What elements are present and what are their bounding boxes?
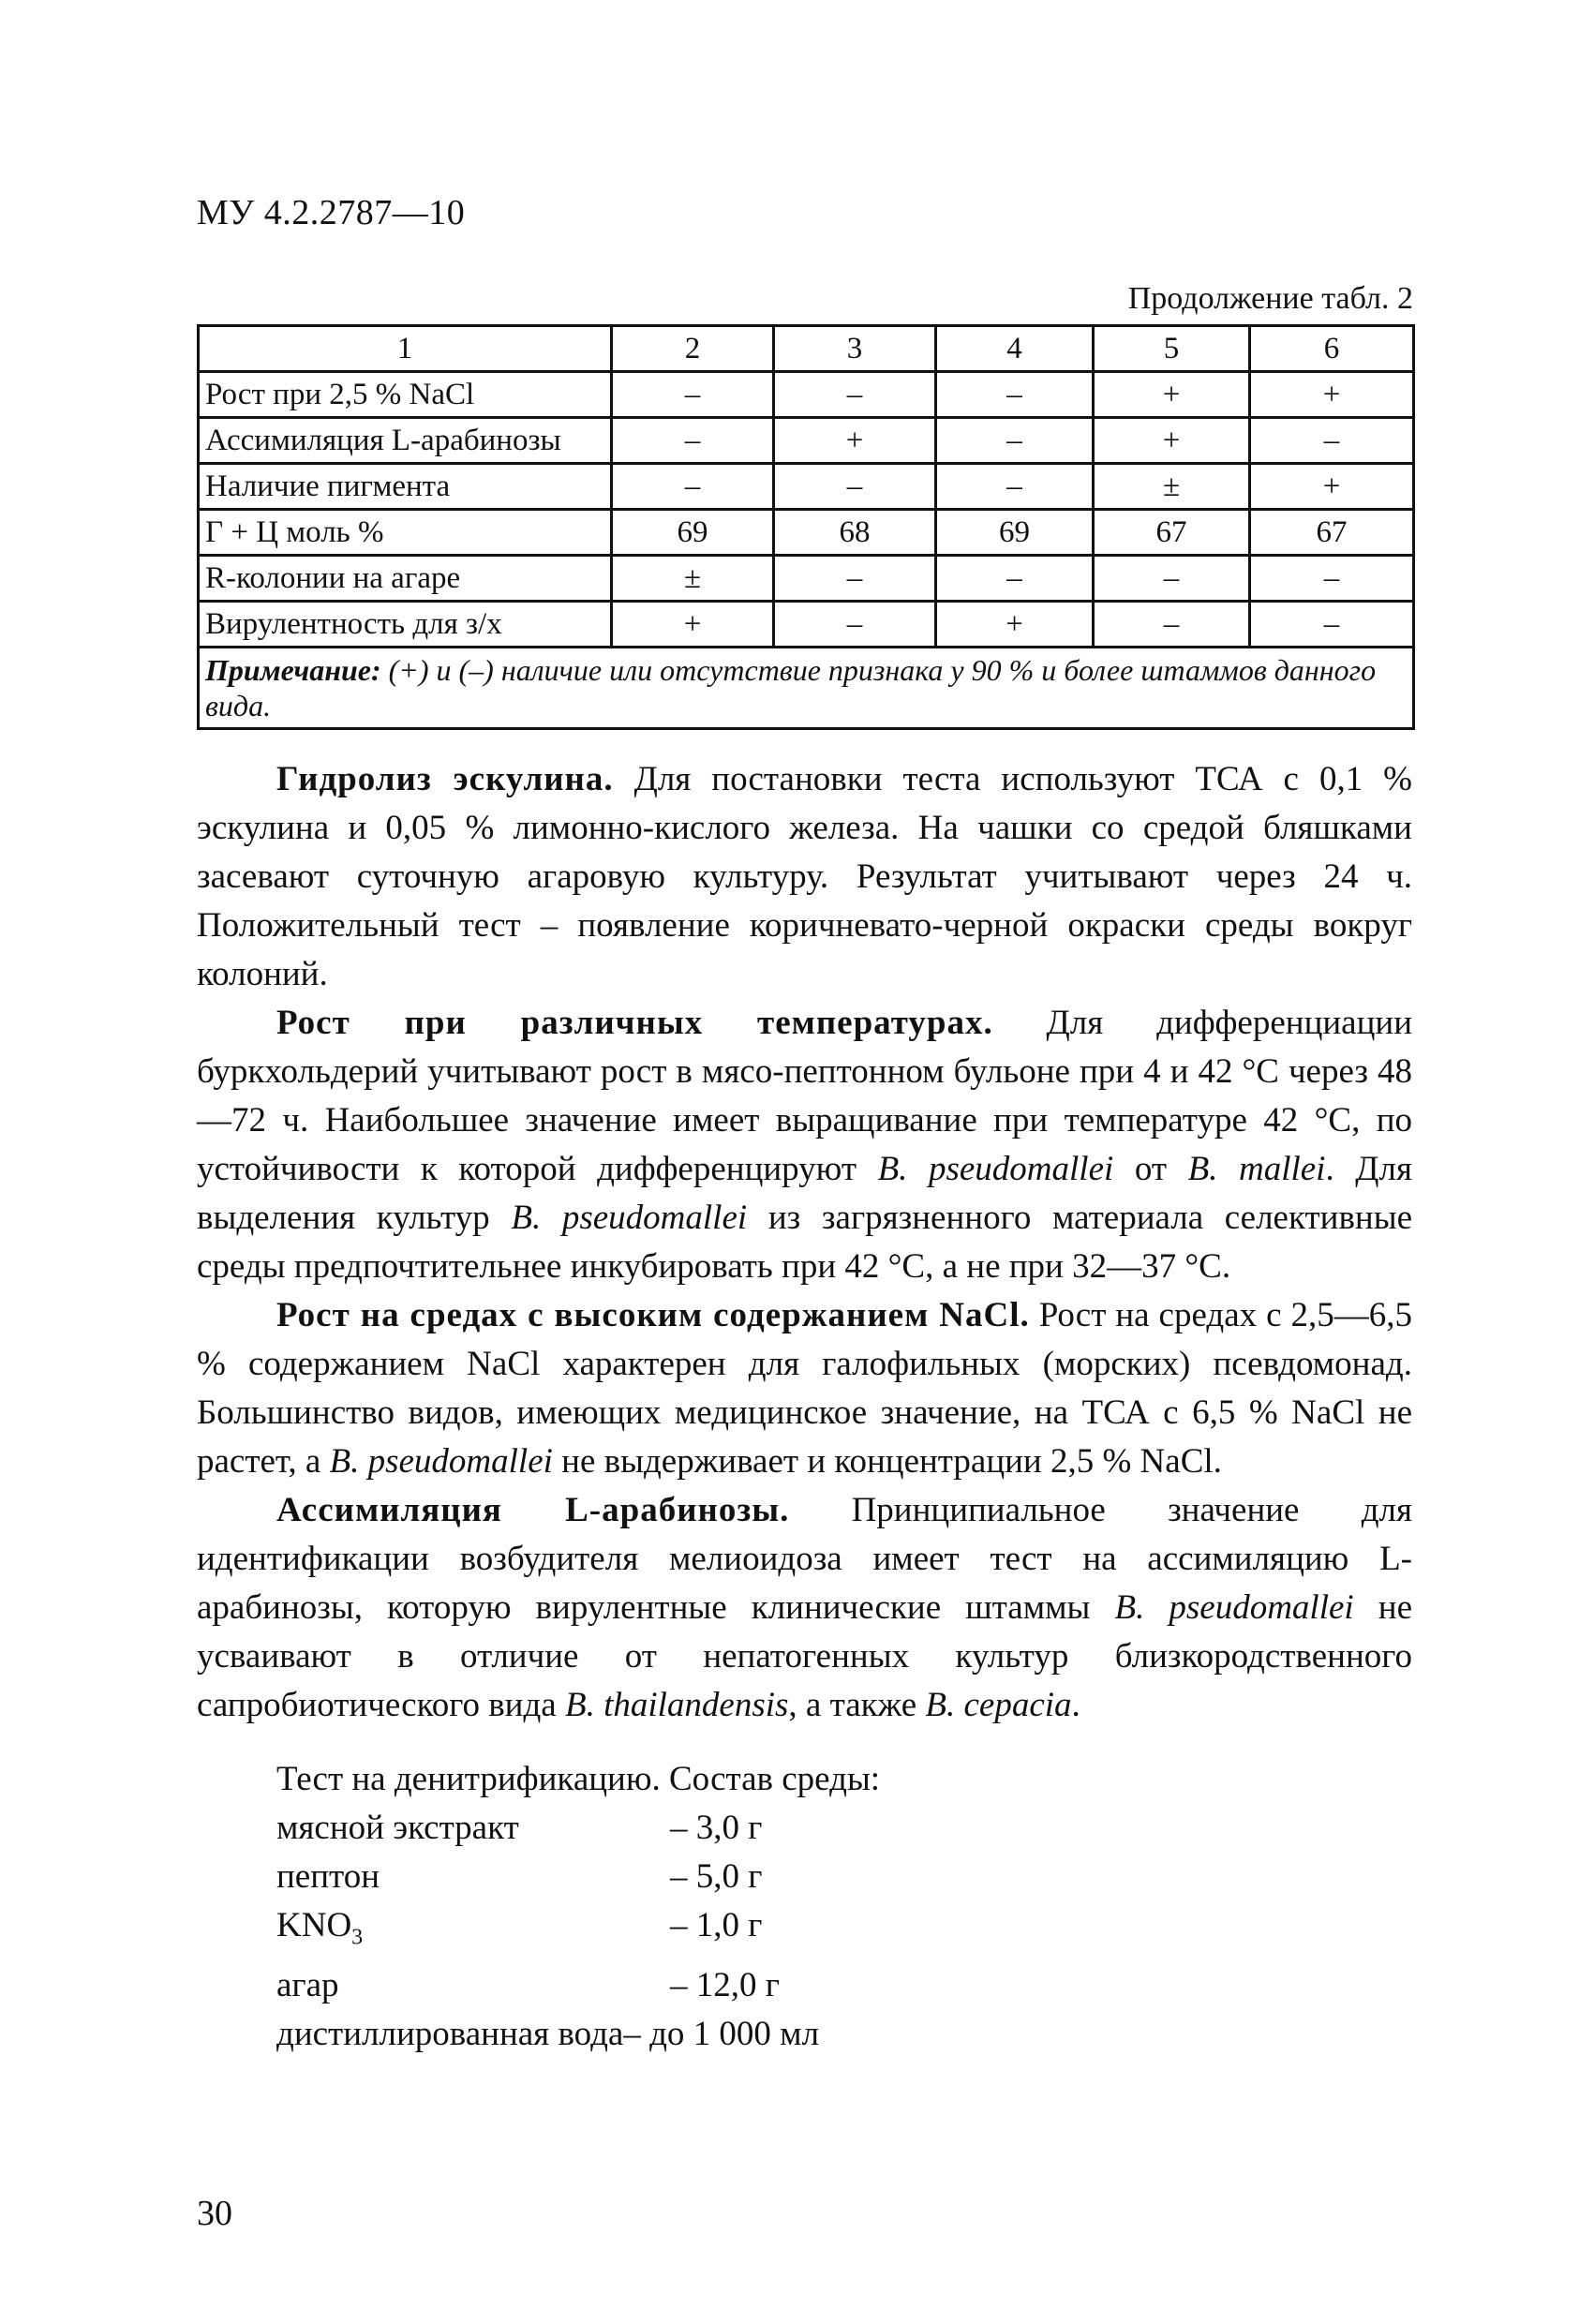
paragraph-text: из загрязненного материала селективные среды предпочтительнее инкубировать при 42 °С, а не при 32—37 °С. — [197, 1199, 1412, 1286]
table-cell: + — [774, 418, 936, 464]
table-row — [199, 418, 1414, 464]
table-cell: 69 — [936, 510, 1094, 556]
ingredient-label: пептон — [276, 1857, 380, 1896]
composition-item — [276, 1853, 880, 1901]
table-row — [199, 372, 1414, 418]
table-cell: ± — [1094, 464, 1250, 510]
paragraph-heading: Рост на средах с высоким содержанием NaCl. — [276, 1296, 1030, 1334]
ingredient-amount: – до 1 000 мл — [623, 2015, 820, 2054]
paragraph-text: , а также — [788, 1686, 926, 1724]
table-note — [199, 648, 1414, 729]
table-cell: – — [1250, 418, 1414, 464]
paragraph-text: Для дифференциации буркхольдерий учитывают рост в мясо-пептонном бульоне при 4 и 42 °С через 48—72 ч. Наибольшее значение имеет выращивание при температуре 42 °С, по устойчивости к которой дифференцируют — [197, 1004, 1413, 1188]
paragraph-text: не усваивают в отличие от непатогенных культур близкородственного сапробиотического вида — [197, 1588, 1412, 1724]
ingredient-label: дистиллированная вода — [276, 2015, 624, 2054]
ingredient-subscript: 3 — [351, 1925, 364, 1950]
table-cell: – — [612, 372, 774, 418]
composition-item — [276, 1901, 880, 1961]
composition-item — [276, 2010, 880, 2059]
paragraph-text: от — [1113, 1150, 1188, 1188]
paragraph — [197, 1291, 1412, 1486]
ingredient-amount: – 12,0 г — [670, 1966, 780, 2005]
species-name: B. pseudomallei — [511, 1199, 748, 1237]
row-label: R-колонии на агаре — [199, 556, 612, 602]
medium-composition — [276, 1755, 880, 2059]
species-name: B. pseudomallei — [877, 1150, 1114, 1188]
composition-item — [276, 1804, 880, 1853]
ingredient-amount: – 3,0 г — [670, 1809, 763, 1847]
table-cell: 67 — [1094, 510, 1250, 556]
ingredient-label: KNO — [276, 1906, 352, 1944]
row-label: Вирулентность для з/х — [199, 602, 612, 648]
row-label: Г + Ц моль % — [199, 510, 612, 556]
table-cell: + — [1094, 372, 1250, 418]
table-cell: – — [1094, 556, 1250, 602]
species-name: B. thailandensis — [564, 1686, 789, 1724]
table-cell: – — [774, 556, 936, 602]
page-number: 30 — [197, 2194, 232, 2233]
table-cell: – — [1094, 602, 1250, 648]
table-cell: – — [936, 556, 1094, 602]
paragraph-text: Для постановки теста используют ТСА с 0,1 % эскулина и 0,05 % лимонно-кислого железа. На чашки со средой бляшками засевают суточную агаровую культуру. Результат учитывают через 24 ч. Положительный тест – появление коричневато-черной окраски среды вокруг колоний. — [197, 760, 1412, 993]
ingredient-label: мясной экстракт — [276, 1809, 519, 1847]
composition-list — [276, 1804, 880, 2059]
table-note-row — [199, 648, 1414, 729]
paragraph-text: Принципиальное значение для идентификации возбудителя мелиоидоза имеет тест на ассимиляцию L-арабинозы, которую вирулентные клинические штаммы — [197, 1491, 1412, 1627]
table-row — [199, 556, 1414, 602]
table-cell: – — [774, 464, 936, 510]
paragraph-heading: Гидролиз эскулина. — [276, 760, 614, 798]
ingredient-amount: – 5,0 г — [670, 1857, 763, 1896]
paragraph-text: Рост на средах с 2,5—6,5 % содержанием NaCl характерен для галофильных (морских) псевдомонад. Большинство видов, имеющих медицинское значение, на ТСА с 6,5 % NaCl не растет, а — [197, 1296, 1413, 1481]
table-header-cell: 5 — [1094, 326, 1250, 372]
paragraph — [197, 999, 1412, 1291]
paragraph — [197, 755, 1412, 999]
composition-title: Тест на денитрификацию. Состав среды: — [276, 1760, 881, 1798]
table-cell: 67 — [1250, 510, 1414, 556]
species-table — [197, 324, 1415, 730]
table-header-cell: 4 — [936, 326, 1094, 372]
paragraph-text: . — [1071, 1686, 1080, 1724]
table-header-cell: 1 — [199, 326, 612, 372]
document-code: МУ 4.2.2787—10 — [197, 193, 466, 232]
species-name: B. cepacia — [925, 1686, 1072, 1724]
table-cell: – — [936, 464, 1094, 510]
note-text: (+) и (–) наличие или отсутствие признака у 90 % и более штаммов данного вида. — [205, 653, 1377, 723]
paragraph-text: не выдерживает и концентрации 2,5 % NaCl. — [552, 1442, 1222, 1481]
table-cell: – — [612, 464, 774, 510]
species-name: B. pseudomallei — [1114, 1588, 1354, 1627]
table-cell: 68 — [774, 510, 936, 556]
table-header-cell: 3 — [774, 326, 936, 372]
ingredient-amount: – 1,0 г — [670, 1906, 763, 1944]
ingredient-label: агар — [276, 1966, 339, 2005]
table-cell: + — [612, 602, 774, 648]
row-label: Рост при 2,5 % NaCl — [199, 372, 612, 418]
paragraph-text: . Для выделения культур — [197, 1150, 1412, 1237]
species-name: B. pseudomallei — [329, 1442, 553, 1481]
ingredient-name — [276, 1853, 670, 1901]
table-continuation-label: Продолжение табл. 2 — [1127, 281, 1413, 316]
table-cell: – — [1250, 602, 1414, 648]
table-cell: 69 — [612, 510, 774, 556]
table-cell: – — [936, 418, 1094, 464]
ingredient-name — [276, 1961, 670, 2010]
table-cell: ± — [612, 556, 774, 602]
paragraph — [197, 1486, 1412, 1730]
table-cell: – — [774, 602, 936, 648]
table-cell: – — [612, 418, 774, 464]
table-row — [199, 510, 1414, 556]
composition-item — [276, 1961, 880, 2010]
table-header-cell: 6 — [1250, 326, 1414, 372]
body-text — [197, 755, 1412, 1730]
table-row — [199, 464, 1414, 510]
table-row — [199, 602, 1414, 648]
species-name: B. mallei — [1187, 1150, 1326, 1188]
table-header-row — [199, 326, 1414, 372]
paragraph-heading: Рост при различных температурах. — [276, 1004, 993, 1042]
table-cell: + — [1250, 464, 1414, 510]
ingredient-name — [276, 1901, 670, 1961]
table-cell: + — [1094, 418, 1250, 464]
row-label: Ассимиляция L-арабинозы — [199, 418, 612, 464]
note-label: Примечание: — [205, 653, 381, 687]
ingredient-name — [276, 2010, 623, 2059]
table-cell: – — [936, 372, 1094, 418]
paragraph-heading: Ассимиляция L-арабинозы. — [276, 1491, 790, 1529]
row-label: Наличие пигмента — [199, 464, 612, 510]
table-cell: – — [1250, 556, 1414, 602]
table-cell: – — [774, 372, 936, 418]
ingredient-name — [276, 1804, 670, 1853]
table-body — [199, 372, 1414, 648]
table-cell: + — [1250, 372, 1414, 418]
table-header-cell: 2 — [612, 326, 774, 372]
table-cell: + — [936, 602, 1094, 648]
